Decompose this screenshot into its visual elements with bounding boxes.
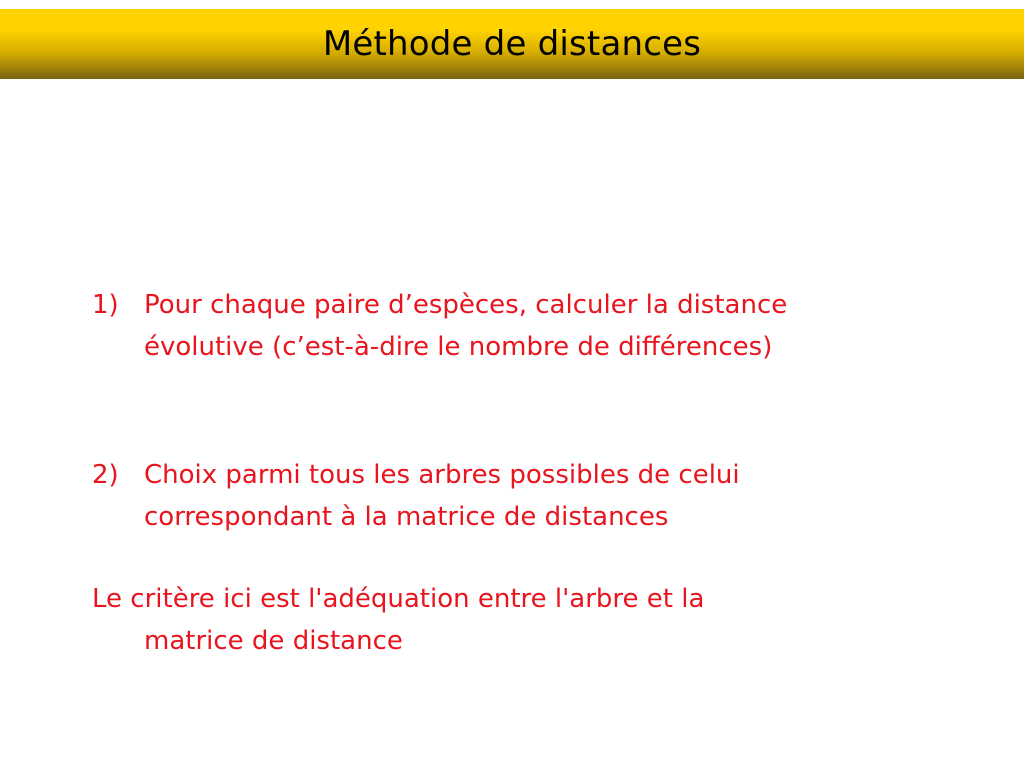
criterion-note	[92, 578, 972, 662]
list-item-line: évolutive (c’est-à-dire le nombre de différences)	[144, 332, 773, 362]
list-item-1	[92, 284, 972, 368]
note-line: Le critère ici est l'adéquation entre l'arbre et la	[92, 584, 705, 614]
title-bar	[0, 9, 1024, 79]
slide-title: Méthode de distances	[322, 24, 702, 64]
list-item-2	[92, 454, 972, 538]
slide-content	[92, 284, 972, 662]
list-item-line: Pour chaque paire d’espèces, calculer la distance	[144, 290, 788, 320]
list-item-line: Choix parmi tous les arbres possibles de celui	[144, 460, 740, 490]
note-line: matrice de distance	[144, 626, 403, 656]
list-item-number: 2)	[92, 460, 119, 490]
list-item-number: 1)	[92, 290, 119, 320]
list-item-line: correspondant à la matrice de distances	[144, 502, 669, 532]
